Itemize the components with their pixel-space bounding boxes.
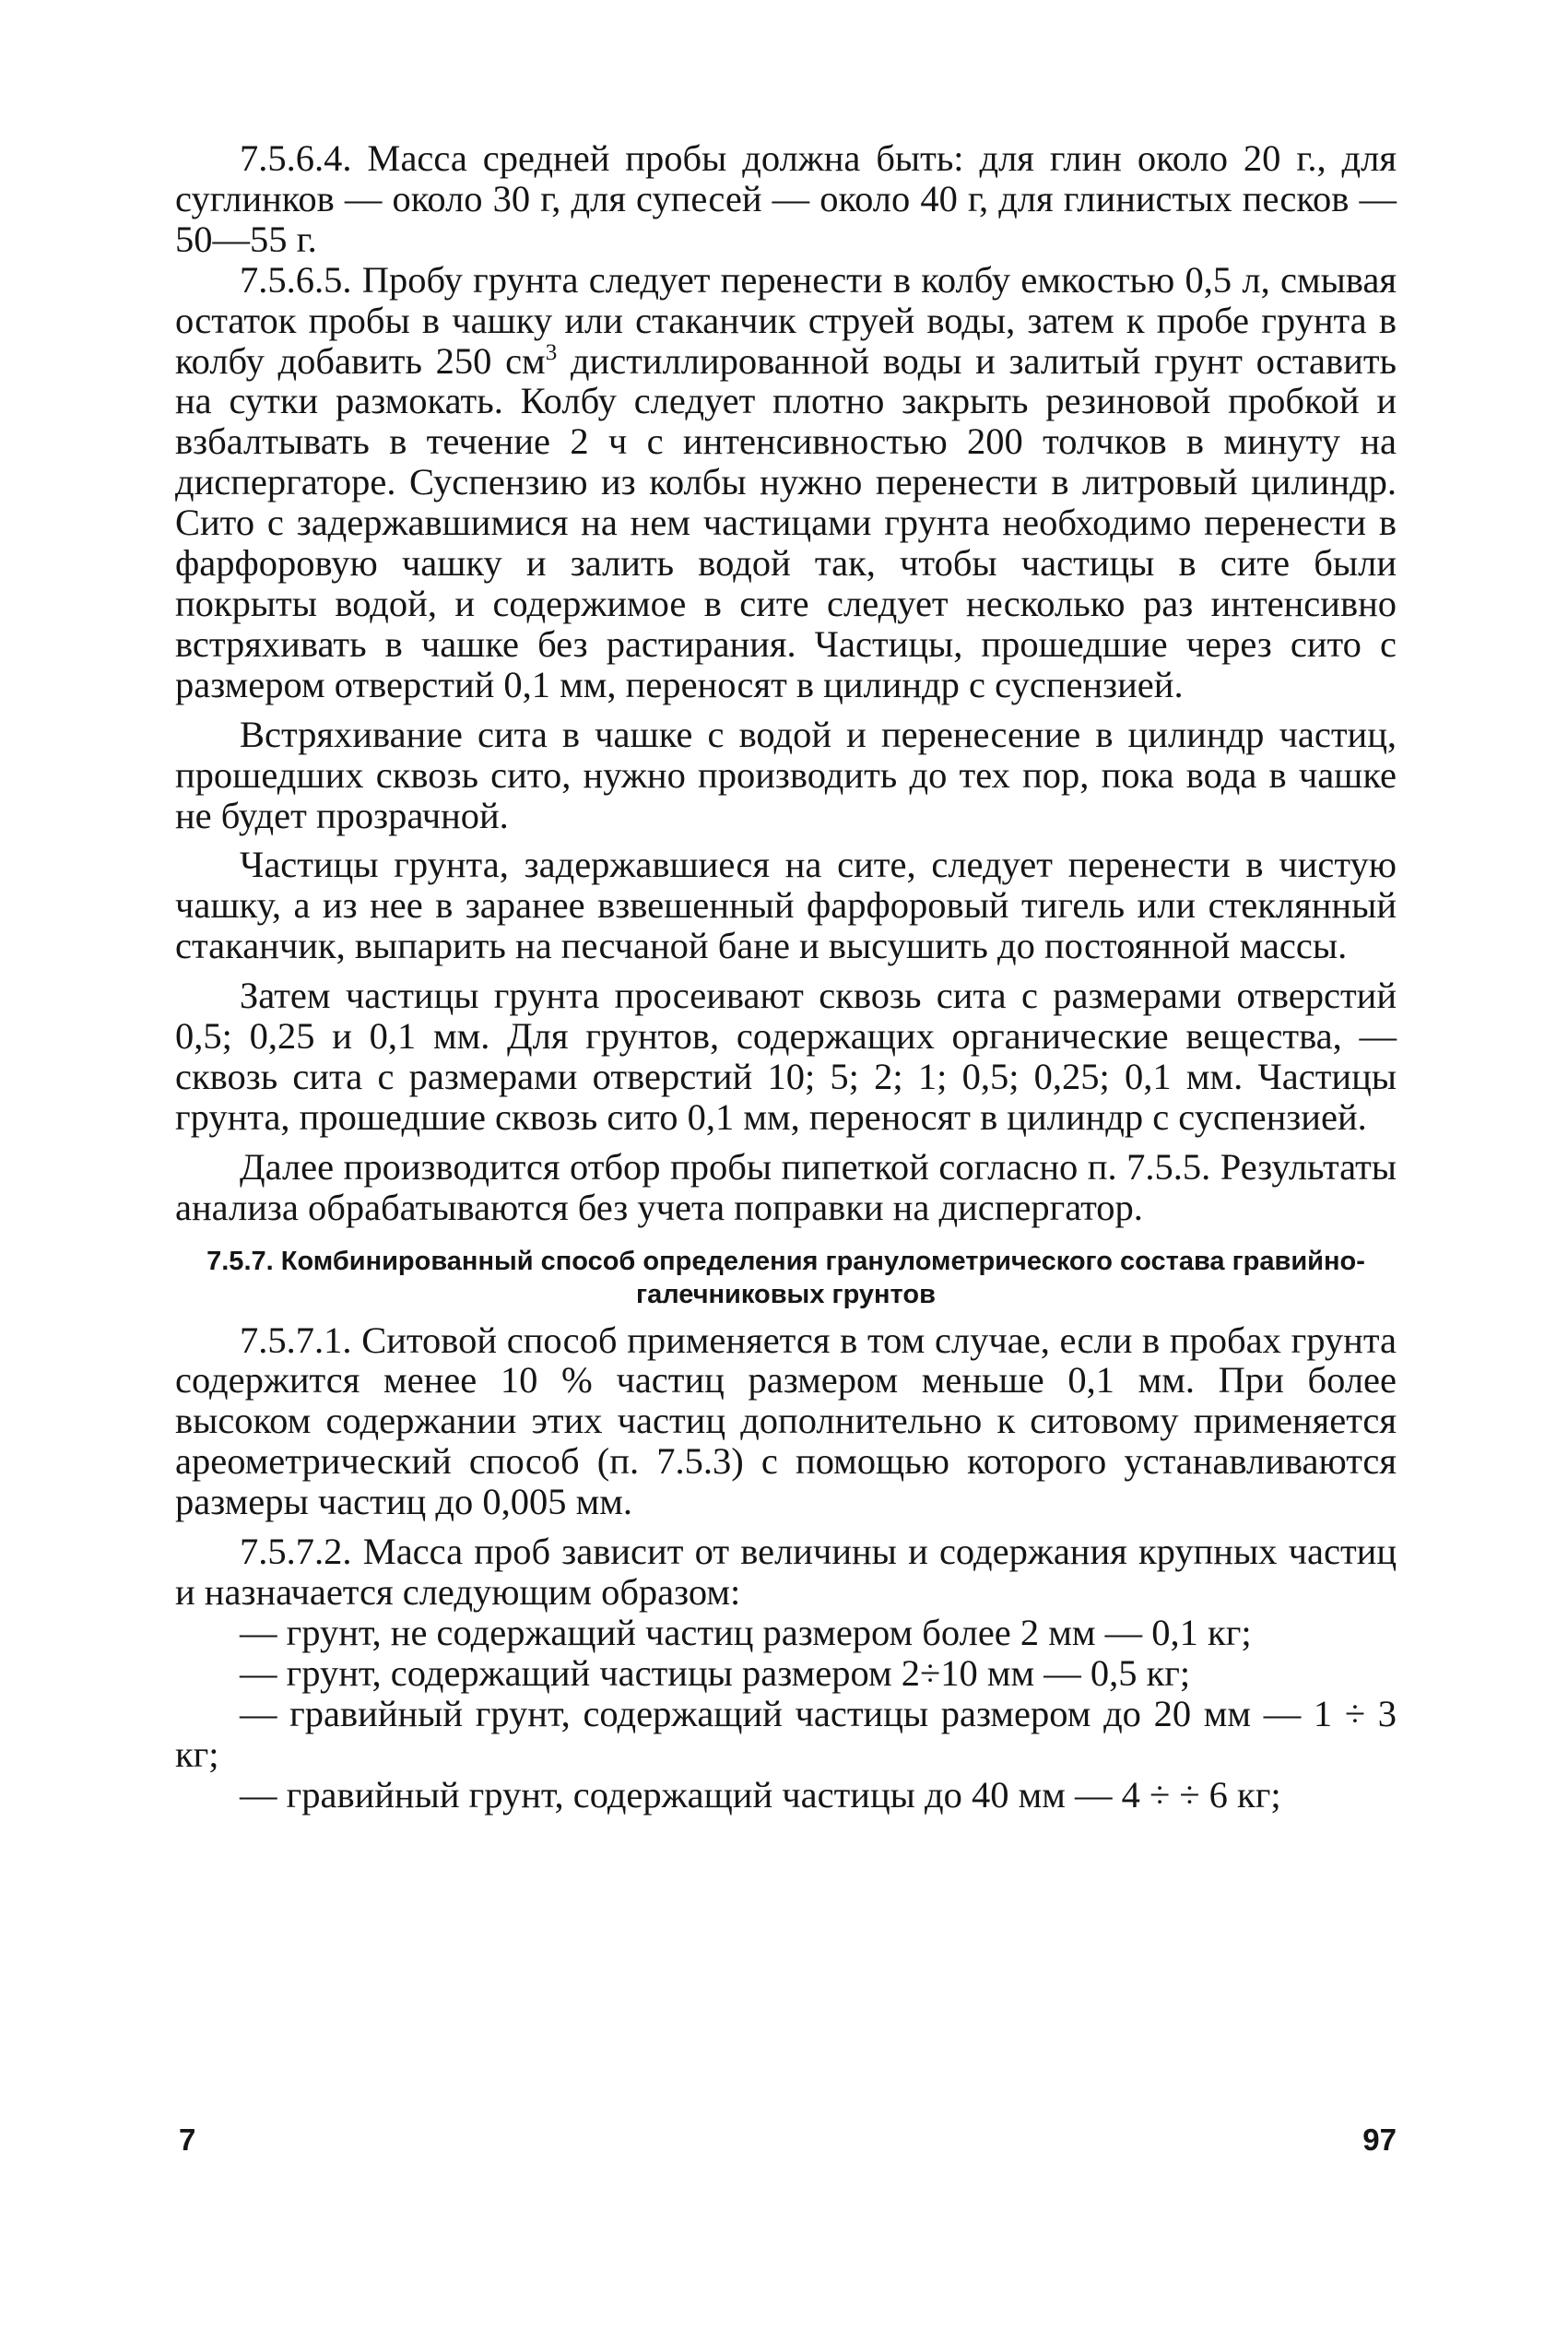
- paragraph-sieving: Затем частицы грунта просеивают сквозь сита с размерами отверстий 0,5; 0,25 и 0,1 мм. Для грунтов, содержащих органические вещества, — сквозь сита с размерами отверстий 10; 5; 2; 1; 0,5; 0,25; 0,1 мм. Частицы грунта, прошедшие сквозь сито 0,1 мм, переносят в цилиндр с суспензией.: [175, 975, 1397, 1138]
- paragraph-7-5-6-5: [175, 260, 1397, 705]
- paragraph-7-5-7-2: 7.5.7.2. Масса проб зависит от величины и содержания крупных частиц и назначается следующим образом:: [175, 1531, 1397, 1613]
- paragraph-7-5-6-5-text-b: дистиллированной воды и залитый грунт оставить на сутки размокать. Колбу следует плотно закрыть резиновой пробкой и взбалтывать в течение 2 ч с интенсивностью 200 толчков в минуту на диспергаторе. Суспензию из колбы нужно перенести в литровый цилиндр. Сито с задержавшимися на нем частицами грунта необходимо перенести в фарфоровую чашку и залить водой так, чтобы частицы в сите были покрыты водой, и содержимое в сите следует несколько раз интенсивно встряхивать в чашке без растирания. Частицы, прошедшие через сито с размером отверстий 0,1 мм, переносят в цилиндр с суспензией.: [175, 339, 1397, 705]
- section-heading-7-5-7: 7.5.7. Комбинированный способ определения гранулометрического состава гравийно-галечниковых грунтов: [206, 1246, 1365, 1309]
- document-page: [175, 138, 1397, 2259]
- paragraph-further: Далее производится отбор пробы пипеткой согласно п. 7.5.5. Результаты анализа обрабатываются без учета поправки на диспергатор.: [175, 1145, 1397, 1228]
- paragraph-particles: Частицы грунта, задержавшиеся на сите, следует перенести в чистую чашку, а из нее в заранее взвешенный фарфоровый тигель или стеклянный стаканчик, выпарить на песчаной бане и высушить до постоянной массы.: [175, 844, 1397, 967]
- superscript-cube: 3: [545, 339, 558, 365]
- page-number: 97: [1362, 2123, 1397, 2157]
- signature-mark: 7: [179, 2123, 196, 2157]
- paragraph-7-5-7-1: 7.5.7.1. Ситовой способ применяется в том случае, если в пробах грунта содержится менее 10 % частиц размером меньше 0,1 мм. При более высоком содержании этих частиц дополнительно к ситовому применяется ареометрический способ (п. 7.5.3) с помощью которого устанавливаются размеры частиц до 0,005 мм.: [175, 1319, 1397, 1523]
- paragraph-7-5-6-5-text-a: 7.5.6.5. Пробу грунта следует перенести в колбу емкостью 0,5 л, смывая остаток пробы в чашку или стаканчик струей воды, затем к пробе грунта в колбу добавить 250 см: [175, 258, 1397, 382]
- list-item-sample-mass: — грунт, содержащий частицы размером 2÷10 мм — 0,5 кг;: [240, 1651, 1191, 1694]
- list-item-sample-mass: — гравийный грунт, содержащий частицы размером до 20 мм — 1 ÷ 3 кг;: [175, 1692, 1397, 1775]
- list-item-sample-mass: — грунт, не содержащий частиц размером более 2 мм — 0,1 кг;: [240, 1611, 1252, 1653]
- paragraph-7-5-6-4: 7.5.6.4. Масса средней пробы должна быть: для глин около 20 г., для суглинков — около 30 г, для супесей — около 40 г, для глинистых песков — 50—55 г.: [175, 137, 1397, 260]
- list-item-sample-mass: — гравийный грунт, содержащий частицы до 40 мм — 4 ÷ ÷ 6 кг;: [240, 1773, 1281, 1816]
- paragraph-shaking: Встряхивание сита в чашке с водой и перенесение в цилиндр частиц, прошедших сквозь сито, нужно производить до тех пор, пока вода в чашке не будет прозрачной.: [175, 713, 1397, 836]
